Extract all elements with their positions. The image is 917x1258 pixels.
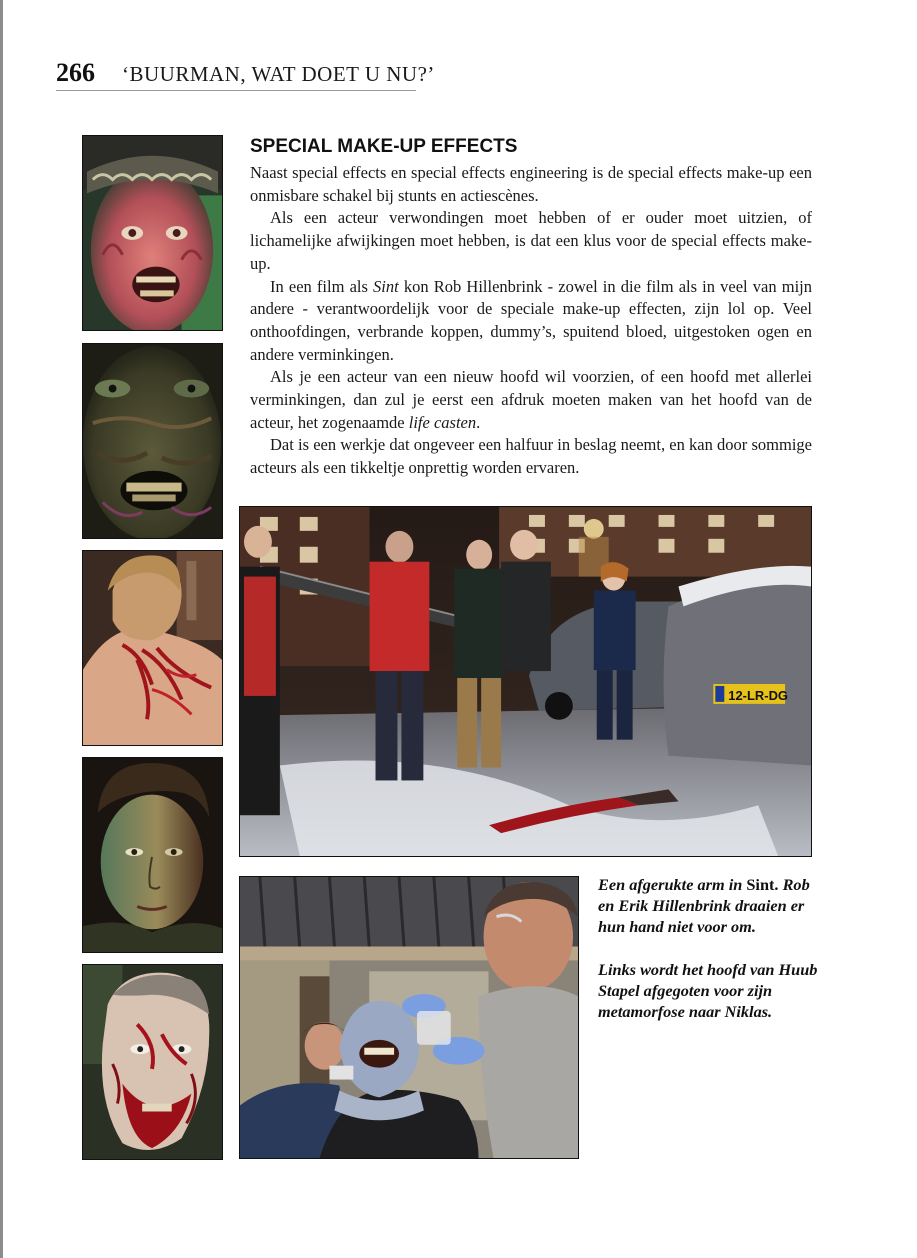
photo-life-casting: [239, 876, 579, 1159]
paragraph-3: [250, 276, 812, 367]
paragraph-1: Naast special effects en special effects engineering is de special effects make-up een onmisbare schakel bij stunts en actiescènes.: [250, 163, 812, 205]
thumbnail-bloody-back: [82, 550, 223, 746]
thumbnail-creature-crown: [82, 135, 223, 331]
section-heading: SPECIAL MAKE-UP EFFECTS: [250, 136, 518, 157]
paragraph-2: Als een acteur verwondingen moet hebben of er ouder moet uitzien, of lichamelijke afwijkingen moet hebben, is dat een klus voor de special effects make-up.: [250, 208, 812, 273]
paragraph-4-text-a: Als je een acteur van een nieuw hoofd wil voorzien, of een hoofd met allerlei verminkingen, dan zul je eerst een afdruk moeten maken van het hoofd van de acteur, het zogenaamde: [250, 367, 812, 432]
license-plate-text: 12-LR-DG: [728, 687, 789, 703]
paragraph-5: Dat is een werkje dat ongeveer een halfuur in beslag neemt, en kan door sommige acteurs als een tikkeltje onprettig worden ervaren.: [250, 435, 812, 478]
page-edge: [0, 0, 3, 1258]
chapter-title: ‘BUURMAN, WAT DOET U NU?’: [122, 62, 435, 86]
thumbnail-green-lit-face: [82, 757, 223, 953]
caption-film-title: Sint.: [746, 875, 779, 894]
photo-caption: [598, 874, 823, 1043]
caption-text-a: Een afgerukte arm in: [598, 875, 747, 894]
article-body: [250, 162, 812, 480]
page-number: 266: [56, 58, 95, 87]
paragraph-3-text-b: kon Rob Hillenbrink - zowel in die film als in veel van mijn andere - verantwoordelijk voor de speciale make-up effecten, zijn lol op. Veel onthoofdingen, verbrande koppen, dummy’s, spuitend bloed, uitgestoken ogen en andere verminkingen.: [250, 276, 812, 364]
caption-line-1: [598, 874, 823, 938]
photo-film-set-street: [239, 506, 812, 857]
thumbnail-bloody-face: [82, 964, 223, 1160]
caption-line-2: Links wordt het hoofd van Huub Stapel afgegoten voor zijn metamorfose naar Niklas.: [598, 959, 818, 1022]
paragraph-4: [250, 366, 812, 434]
paragraph-3-text-a: In een film als: [270, 276, 374, 296]
term-life-casten: life casten: [408, 412, 477, 432]
film-title-sint: Sint: [373, 276, 399, 296]
thumbnail-burnt-face: [82, 343, 223, 539]
caption-text-b: Rob en Erik Hillenbrink draaien er hun hand niet voor om.: [598, 875, 810, 937]
paragraph-4-text-b: .: [476, 412, 481, 432]
running-head: [56, 56, 435, 91]
